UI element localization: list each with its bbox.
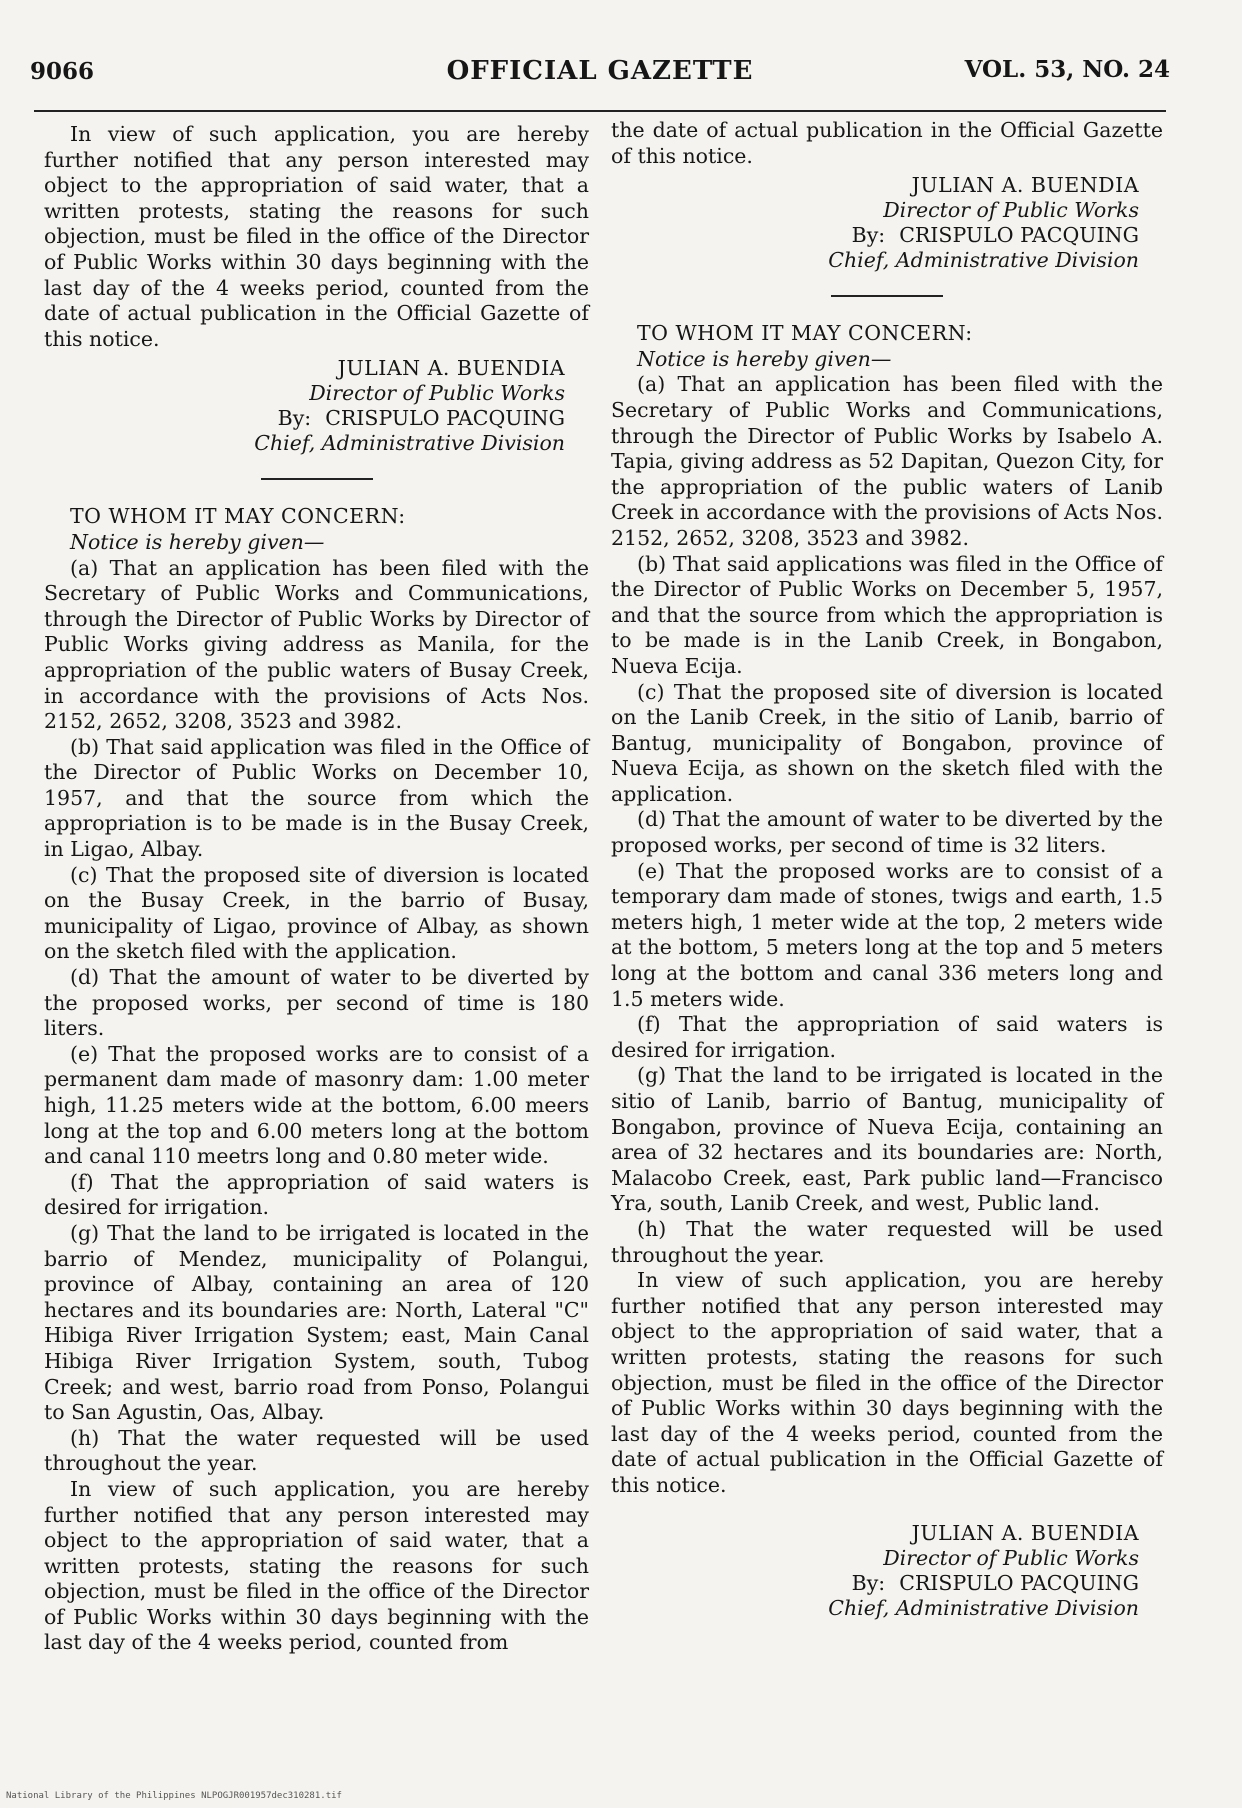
right-paragraph-b: (b) That said applications was filed in the Office of the Director of Public Works on December 5, 1957, and that the source from which the appropriation is to be made is in the Lanib Creek, in Bongabon, Nueva Ecija. (611, 551, 1163, 678)
right-heading: TO WHOM IT MAY CONCERN: (637, 321, 973, 346)
by-label: By: (851, 1570, 886, 1595)
left-paragraph-g: (g) That the land to be irrigated is located in the barrio of Mendez, municipality of Polangui, province of Albay, containing an area of 120 hectares and its boundaries are: North, Lateral "C" Hibiga River Irrigation System; east, Main Canal Hibiga River Irrigation System, south, Tubog Creek; and west, barrio road from Ponso, Polangui to San Agustin, Oas, Albay. (44, 1220, 589, 1425)
by-name: CRISPULO PACQUING (899, 223, 1139, 248)
left-column (44, 122, 589, 1656)
left-notice-label: Notice is hereby given— (70, 529, 325, 554)
right-paragraph-f: (f) That the appropriation of said waters is desired for irrigation. (611, 1012, 1163, 1062)
by-label: By: (851, 223, 886, 248)
right-continuation: the date of actual publication in the Official Gazette of this notice. (611, 118, 1163, 168)
left-signature-block (44, 356, 589, 456)
header-rule (34, 110, 1166, 112)
left-paragraph-a: (a) That an application has been filed with the Secretary of Public Works and Communications, through the Director of Public Works by Director of Public Works giving address as Manila, for the appropriation of the public waters of Busay Creek, in accordance with the provisions of Acts Nos. 2152, 2652, 3208, 3523 and 3982. (44, 555, 589, 734)
right-paragraph-h: (h) That the water requested will be used throughout the year. (611, 1216, 1163, 1267)
right-paragraph-d: (d) That the amount of water to be diverted by the proposed works, per second of time is 32 liters. (611, 807, 1163, 858)
by-line (611, 223, 1163, 248)
left-paragraph-h: (h) That the water requested will be used throughout the year. (44, 1425, 589, 1476)
signatory-title: Director of Public Works (883, 1545, 1139, 1570)
signatory-title: Director of Public Works (883, 198, 1139, 223)
section-divider (261, 478, 373, 480)
signatory-name: JULIAN A. BUENDIA (911, 173, 1139, 198)
by-name: CRISPULO PACQUING (325, 406, 565, 431)
left-intro-paragraph: In view of such application, you are hereby further notified that any person interested may object to the appropriation of said water, that a written protests, stating the reasons for such objection, must be filed in the office of the Director of Public Works within 30 days beginning with the last day of the 4 weeks period, counted from the date of actual publication in the Official Gazette of this notice. (44, 122, 589, 351)
left-closing-paragraph: In view of such application, you are hereby further notified that any person interested may object to the appropriation of said water, that a written protests, stating the reasons for such objection, must be filed in the office of the Director of Public Works within 30 days beginning with the last day of the 4 weeks period, counted from (44, 1476, 589, 1655)
left-paragraph-e: (e) That the proposed works are to consist of a permanent dam made of masonry dam: 1.00 meter high, 11.25 meters wide at the bottom, 6.00 meers long at the top and 6.00 meters long at the bottom and canal 110 meetrs long and 0.80 meter wide. (44, 1041, 589, 1169)
right-column (611, 118, 1163, 1621)
left-paragraph-d: (d) That the amount of water to be diverted by the proposed works, per second of time is 180 liters. (44, 965, 589, 1041)
publication-title: OFFICIAL GAZETTE (446, 56, 754, 86)
right-notice-label: Notice is hereby given— (637, 346, 892, 371)
by-line (44, 406, 589, 431)
by-title: Chief, Administrative Division (254, 431, 565, 456)
left-paragraph-c: (c) That the proposed site of diversion is located on the Busay Creek, in the barrio of Busay, municipality of Ligao, province of Albay, as shown on the sketch filed with the application. (44, 862, 589, 964)
by-line (611, 1571, 1163, 1596)
right-paragraph-c: (c) That the proposed site of diversion is located on the Lanib Creek, in the sitio of Lanib, barrio of Bantug, municipality of Bongabon, province of Nueva Ecija, as shown on the sketch filed with the application. (611, 679, 1163, 806)
right-top-signature-block (611, 173, 1163, 273)
signatory-name: JULIAN A. BUENDIA (911, 1520, 1139, 1545)
by-label: By: (277, 406, 312, 431)
by-title: Chief, Administrative Division (828, 248, 1139, 273)
signatory-name: JULIAN A. BUENDIA (337, 356, 565, 381)
right-paragraph-a: (a) That an application has been filed with the Secretary of Public Works and Communications, through the Director of Public Works by Isabelo A. Tapia, giving address as 52 Dapitan, Quezon City, for the appropriation of the public waters of Lanib Creek in accordance with the provisions of Acts Nos. 2152, 2652, 3208, 3523 and 3982. (611, 372, 1163, 550)
section-divider (831, 295, 943, 297)
left-paragraph-f: (f) That the appropriation of said waters is desired for irrigation. (44, 1169, 589, 1220)
left-paragraph-b: (b) That said application was filed in the Office of the Director of Public Works on December 10, 1957, and that the source from which the appropriation is to be made is in the Busay Creek, in Ligao, Albay. (44, 734, 589, 862)
right-paragraph-e: (e) That the proposed works are to consist of a temporary dam made of stones, twigs and earth, 1.5 meters high, 1 meter wide at the top, 2 meters wide at the bottom, 5 meters long at the top and 5 meters long at the bottom and canal 336 meters long and 1.5 meters wide. (611, 858, 1163, 1011)
signatory-title: Director of Public Works (309, 381, 565, 406)
right-bottom-signature-block (611, 1521, 1163, 1621)
right-paragraph-g: (g) That the land to be irrigated is located in the sitio of Lanib, barrio of Bantug, municipality of Bongabon, province of Nueva Ecija, containing an area of 32 hectares and its boundaries are: North, Malacobo Creek, east, Park public land—Francisco Yra, south, Lanib Creek, and west, Public land. (611, 1063, 1163, 1216)
volume-issue: VOL. 53, NO. 24 (964, 56, 1170, 83)
right-closing-paragraph: In view of such application, you are hereby further notified that any person interested may object to the appropriation of said water, that a written protests, stating the reasons for such objection, must be filed in the office of the Director of Public Works within 30 days beginning with the last day of the 4 weeks period, counted from the date of actual publication in the Official Gazette of this notice. (611, 1268, 1163, 1497)
page-number: 9066 (30, 58, 95, 85)
by-name: CRISPULO PACQUING (899, 1570, 1139, 1595)
left-heading: TO WHOM IT MAY CONCERN: (70, 504, 406, 529)
scan-credit: National Library of the Philippines NLPOGJR001957dec310281.tif (6, 1791, 342, 1801)
by-title: Chief, Administrative Division (828, 1595, 1139, 1620)
page-header (30, 52, 1170, 92)
